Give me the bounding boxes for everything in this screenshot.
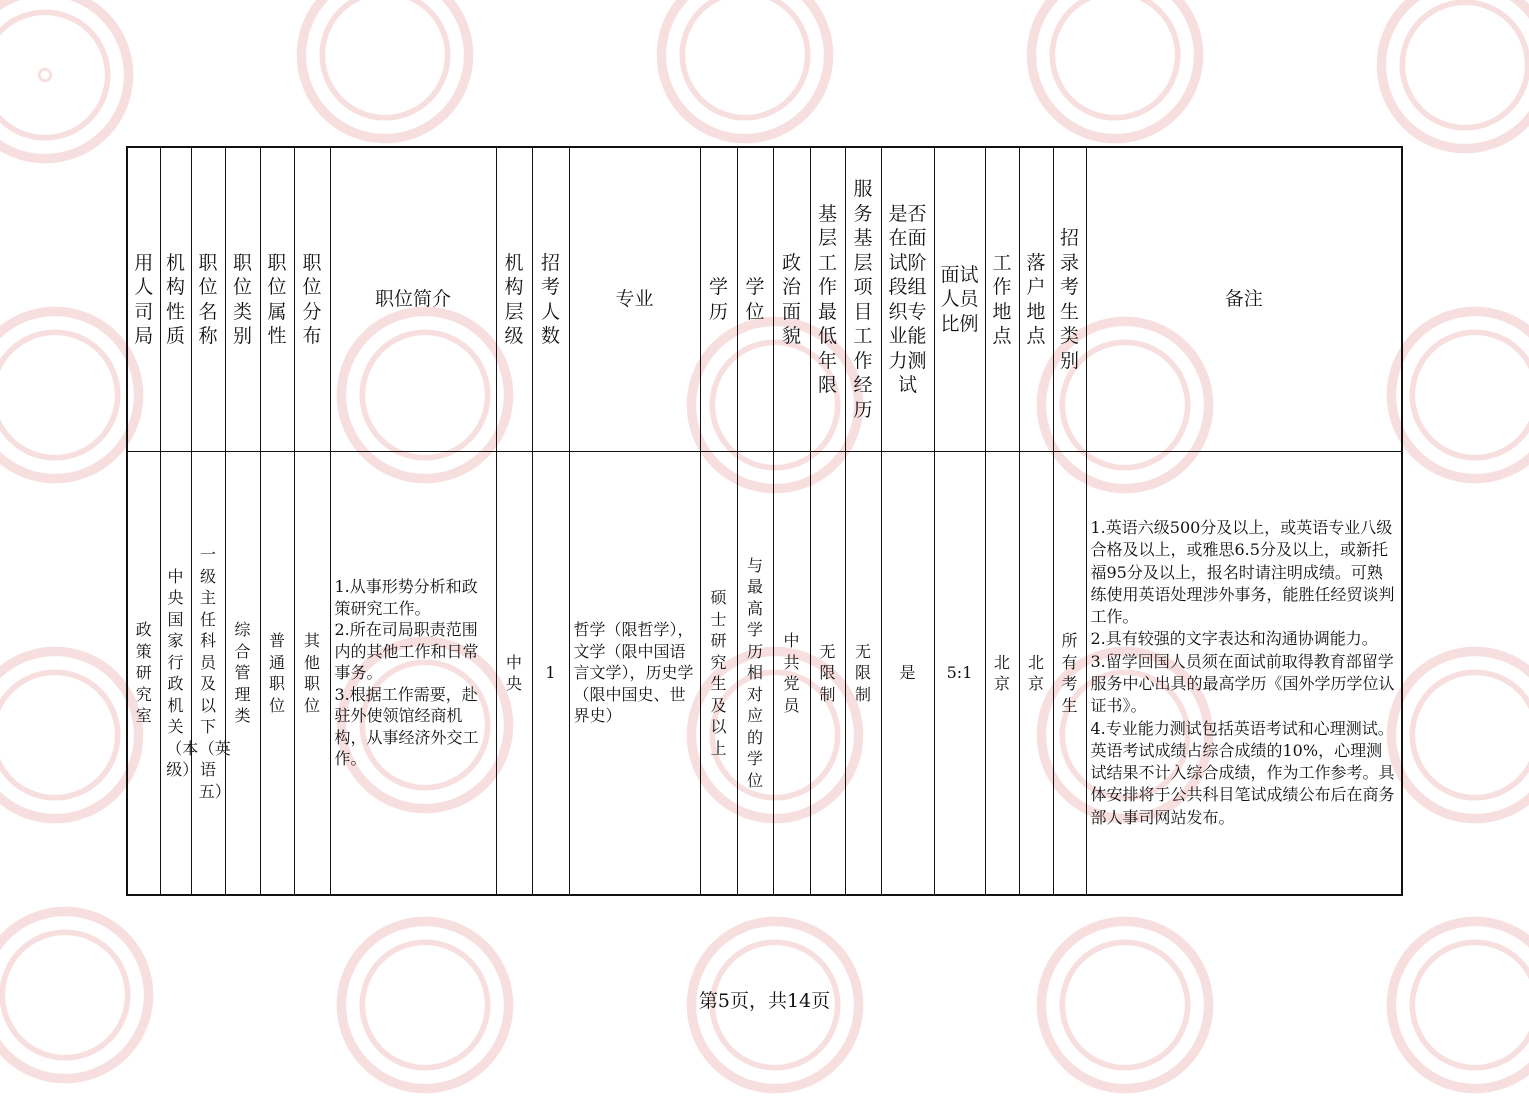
cell-major: 哲学（限哲学），文学（限中国语言文学），历史学（限中国史、世界史） [569,452,700,896]
cell-notes [1086,452,1402,896]
header-cell: 学历 [700,147,737,452]
header-cell: 政治面貌 [773,147,810,452]
cell-org-level: 中央 [496,452,532,896]
watermark-stamp [1370,0,1529,160]
header-cell: 机构层级 [496,147,532,452]
cell-min-years: 无限制 [810,452,845,896]
note-line: 1.英语六级500分及以上，或英语专业八级合格及以上，或雅思6.5分及以上，或新托福95分及以上，报名时请注明成绩。可熟练使用英语处理涉外事务，能胜任经贸谈判工作。 [1090,517,1395,627]
header-cell: 招考人数 [532,147,569,452]
cell-intro [330,452,496,896]
cell-interview-ratio: 5:1 [934,452,985,896]
intro-line: 1.从事形势分析和政策研究工作。 [334,577,478,618]
note-line: 2.具有较强的文字表达和沟通协调能力。 [1090,629,1378,649]
cell-political: 中共党员 [773,452,810,896]
cell-bureau: 政策研究室 [127,452,160,896]
watermark-stamp [0,0,140,170]
watermark-stamp [1020,0,1210,150]
cell-skill-test: 是 [881,452,934,896]
intro-line: 2.所在司局职责范围内的其他工作和日常事务。 [334,620,479,683]
watermark-stamp [650,0,840,150]
cell-candidate-type: 所有考生 [1053,452,1086,896]
cell-headcount: 1 [532,452,569,896]
cell-position-name: 一级主任科员及以下（英语五） [191,452,225,896]
note-line: 3.留学回国人员须在面试前取得教育部留学服务中心出具的最高学历《国外学历学位认证书》。 [1090,651,1395,716]
header-cell: 基层工作最低年限 [810,147,845,452]
cell-position-category: 综合管理类 [225,452,260,896]
header-cell: 职位简介 [330,147,496,452]
page-footer: 第5页，共14页 [698,990,831,1012]
header-cell: 职位类别 [225,147,260,452]
header-cell: 专业 [569,147,700,452]
header-cell: 职位属性 [260,147,294,452]
cell-work-location: 北京 [985,452,1019,896]
header-cell: 用人司局 [127,147,160,452]
header-cell: 职位分布 [294,147,330,452]
job-table [126,146,1403,896]
header-cell: 服务基层项目工作经历 [845,147,881,452]
header-cell: 面试人员比例 [934,147,985,452]
header-cell: 学位 [737,147,773,452]
cell-position-attribute: 普通职位 [260,452,294,896]
header-cell: 工作地点 [985,147,1019,452]
header-cell: 落户地点 [1019,147,1053,452]
header-row [127,147,1402,452]
header-cell: 职位名称 [191,147,225,452]
cell-degree: 与最高学历相对应的学位 [737,452,773,896]
cell-education: 硕士研究生及以上 [700,452,737,896]
header-cell: 招录考生类别 [1053,147,1086,452]
cell-service-exp: 无限制 [845,452,881,896]
header-cell: 是否在面试阶段组织专业能力测试 [881,147,934,452]
cell-hukou-location: 北京 [1019,452,1053,896]
table-row [127,452,1402,896]
header-cell: 备注 [1086,147,1402,452]
watermark-stamp [290,0,480,150]
cell-org-nature: 中央国家行政机关（本级） [160,452,191,896]
cell-position-distribution: 其他职位 [294,452,330,896]
note-line: 4.专业能力测试包括英语考试和心理测试。英语考试成绩占综合成绩的10%，心理测试结果不计入综合成绩，作为工作参考。具体安排将于公共科目笔试成绩公布后在商务部人事司网站发布。 [1090,718,1395,827]
intro-line: 3.根据工作需要，赴驻外使领馆经商机构，从事经济外交工作。 [334,684,479,769]
header-cell: 机构性质 [160,147,191,452]
